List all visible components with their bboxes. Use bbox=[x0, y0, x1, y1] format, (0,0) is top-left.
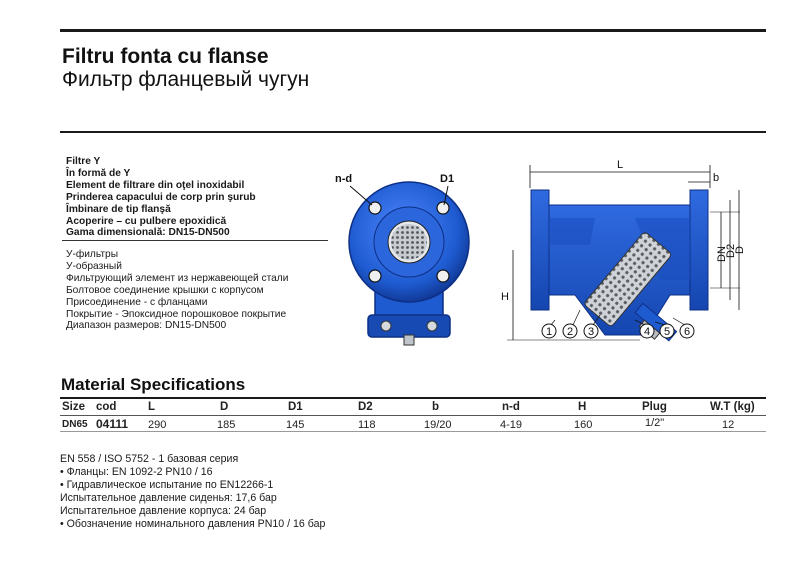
col-d1: D1 bbox=[288, 401, 303, 413]
col-wt: W.T (kg) bbox=[710, 401, 755, 413]
col-plug: Plug bbox=[642, 401, 667, 413]
dim-l-label: L bbox=[617, 159, 624, 171]
svg-text:2: 2 bbox=[567, 326, 574, 338]
col-size: Size bbox=[62, 401, 86, 413]
col-l: L bbox=[148, 401, 156, 413]
feature-ru: У-фильтры bbox=[66, 249, 119, 260]
note-line: EN 558 / ISO 5752 - 1 базовая серия bbox=[60, 453, 239, 465]
feature-ru: Покрытие - Эпоксидное порошковое покрытие bbox=[66, 308, 287, 320]
feature-ru: Болтовое соединение крышки с корпусом bbox=[66, 284, 264, 296]
right-flange bbox=[690, 190, 708, 310]
feature-ro: Filtre Y bbox=[66, 156, 101, 167]
bolt-icon bbox=[427, 321, 437, 331]
bolt-icon bbox=[381, 321, 391, 331]
page-subtitle: Фильтр фланцевый чугун bbox=[62, 68, 310, 91]
note-line: Испытательное давление сиденья: 17,6 бар bbox=[60, 492, 277, 504]
nd-leader bbox=[350, 186, 372, 205]
col-h: H bbox=[578, 401, 587, 413]
spec-title: Material Specifications bbox=[61, 375, 246, 394]
feature-ro: Prinderea capacului de corp prin şurub bbox=[66, 191, 256, 203]
note-line: • Фланцы: EN 1092-2 PN10 / 16 bbox=[60, 466, 213, 478]
dim-h-label: H bbox=[501, 291, 509, 303]
spec-rule bbox=[60, 397, 766, 399]
feature-ru: Диапазон размеров: DN15-DN500 bbox=[66, 320, 227, 332]
svg-text:5: 5 bbox=[664, 326, 671, 338]
nd-label: n-d bbox=[335, 173, 353, 185]
notes-list bbox=[60, 453, 325, 531]
col-d: D bbox=[220, 401, 229, 413]
feature-ru: Присоединение - с фланцами bbox=[66, 296, 208, 308]
feature-ru: Фильтрующий элемент из нержавеющей стали bbox=[66, 272, 289, 284]
features-divider bbox=[62, 240, 328, 241]
feature-ro: Gama dimensională: DN15-DN500 bbox=[66, 227, 230, 239]
plug-icon bbox=[404, 335, 414, 345]
feature-ro: Acoperire – cu pulbere epoxidică bbox=[66, 215, 227, 227]
top-rule bbox=[60, 29, 766, 32]
dim-d-label: D bbox=[734, 246, 746, 254]
strainer-screen bbox=[391, 224, 427, 260]
col-b: b bbox=[432, 401, 440, 413]
bolt-hole bbox=[369, 270, 381, 282]
note-line: Испытательное давление корпуса: 24 бар bbox=[60, 505, 267, 517]
table-row: DN65 04111 290 185 145 118 19/20 4-19 160 1/2" 12 bbox=[62, 417, 735, 431]
svg-text:3: 3 bbox=[588, 326, 595, 338]
features-ro-list bbox=[66, 156, 328, 239]
feature-ro: În formă de Y bbox=[66, 167, 131, 179]
col-d2: D2 bbox=[358, 401, 373, 413]
bolt-hole bbox=[437, 270, 449, 282]
features-ru-list bbox=[66, 249, 328, 332]
feature-ro: Îmbinare de tip flanşă bbox=[66, 203, 171, 215]
svg-text:4: 4 bbox=[644, 326, 651, 338]
bolt-hole bbox=[437, 202, 449, 214]
feature-ru: У-образный bbox=[66, 260, 122, 272]
section-view bbox=[495, 150, 760, 360]
note-line: • Гидравлическое испытание по EN12266-1 bbox=[60, 479, 274, 491]
dim-b-label: b bbox=[713, 172, 720, 184]
col-nd: n-d bbox=[502, 401, 520, 413]
d1-label: D1 bbox=[440, 173, 455, 185]
dim-dn-label: DN bbox=[716, 246, 728, 262]
flange-front-view bbox=[330, 160, 490, 360]
col-cod: cod bbox=[96, 401, 117, 413]
table-header-underline bbox=[60, 415, 766, 416]
note-line: • Обозначение номинального давления PN10 / 16 бар bbox=[60, 518, 326, 530]
dim-d2-label: D2 bbox=[725, 243, 737, 258]
page-title: Filtru fonta cu flanse bbox=[62, 45, 269, 68]
svg-text:1: 1 bbox=[546, 326, 553, 338]
cap-flange bbox=[368, 315, 450, 337]
table-bottom-line bbox=[60, 431, 766, 432]
left-flange bbox=[531, 190, 549, 310]
table-header-row bbox=[60, 400, 766, 415]
section-rule bbox=[60, 131, 766, 133]
svg-text:6: 6 bbox=[684, 326, 691, 338]
feature-ro: Element de filtrare din oţel inoxidabil bbox=[66, 179, 245, 191]
